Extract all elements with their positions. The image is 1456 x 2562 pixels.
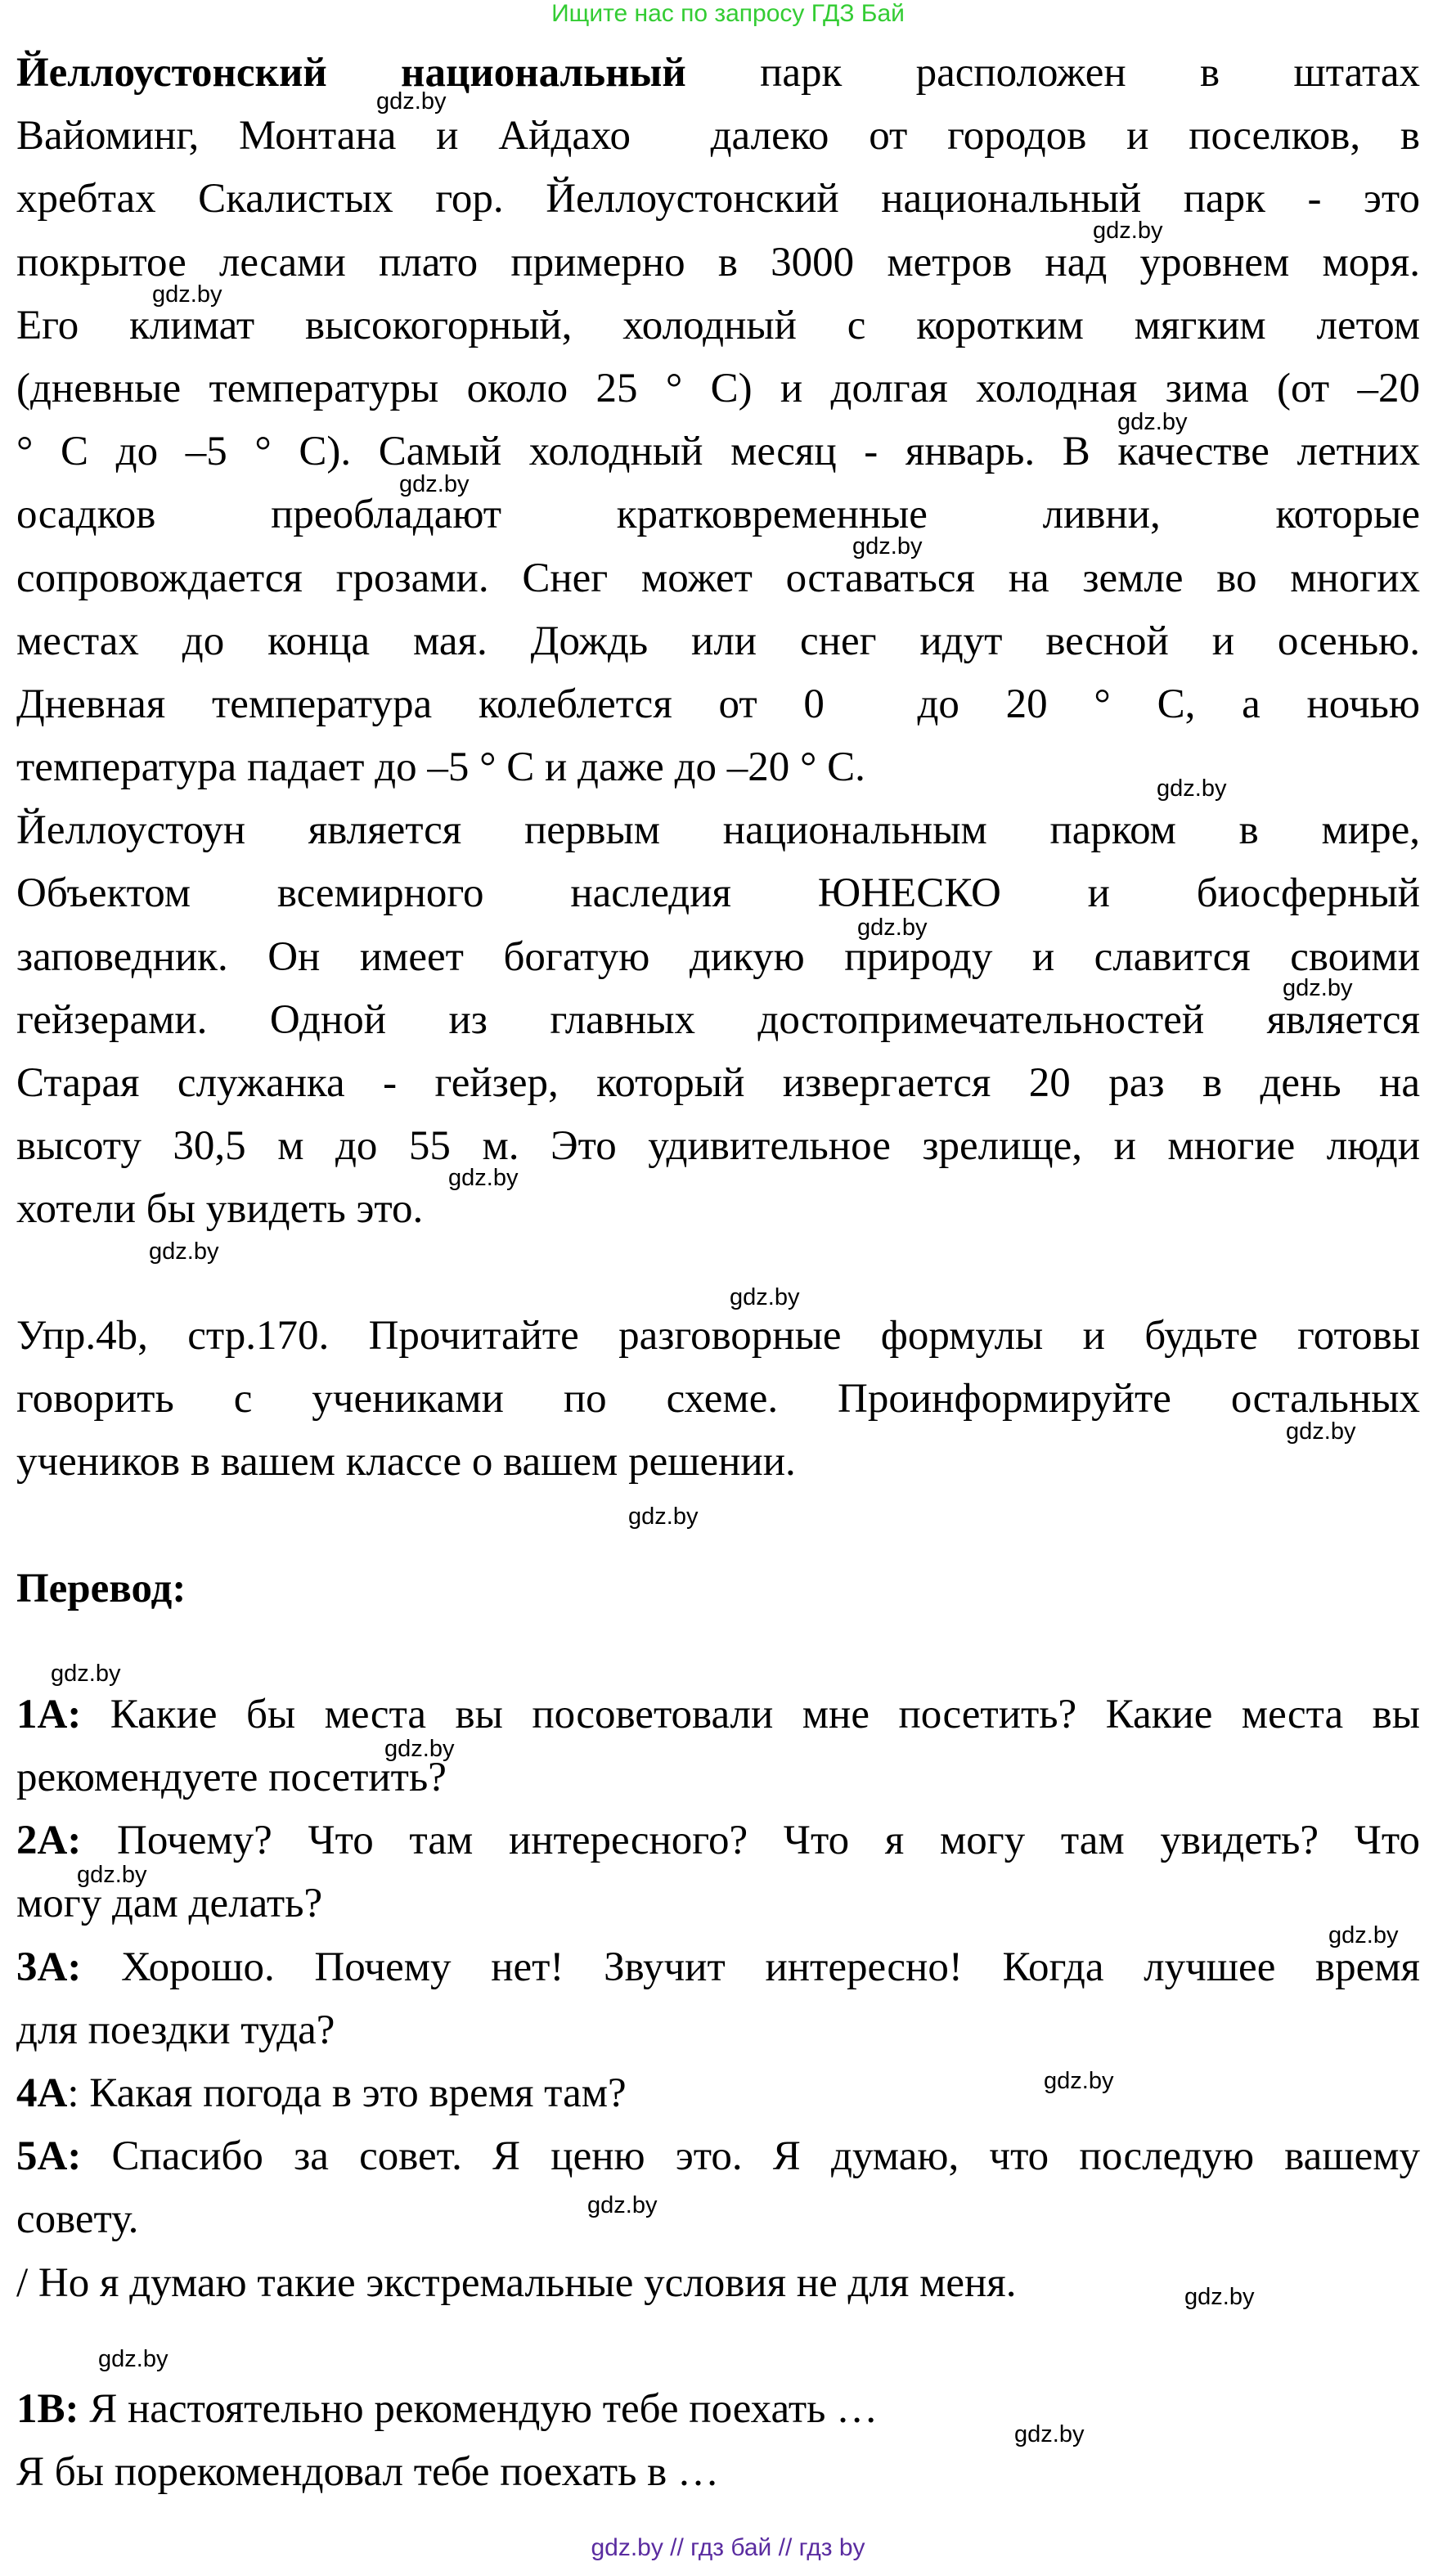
text-line (16, 2125, 1420, 2188)
line-text: Его климат высокогорный, холодный с коротким мягким летом (16, 302, 1420, 348)
gdz-watermark: gdz.by (587, 2192, 658, 2218)
gdz-watermark: gdz.by (1286, 1418, 1356, 1445)
line-text: совету. (16, 2196, 139, 2243)
text-line (16, 420, 1420, 483)
gdz-watermark: gdz.by (1117, 409, 1188, 435)
text-line (16, 483, 1420, 546)
blank-line (16, 1242, 1420, 1305)
gdz-watermark: gdz.by (77, 1862, 147, 1888)
text-line (16, 1683, 1420, 1746)
gdz-watermark: gdz.by (376, 88, 447, 115)
line-text: покрытое лесами плато примерно в 3000 метров над уровнем моря. (16, 239, 1420, 285)
document-body (16, 42, 1420, 2504)
text-line (16, 1872, 1420, 1935)
gdz-watermark: gdz.by (857, 915, 928, 941)
paragraph (16, 2125, 1420, 2251)
text-line (16, 1936, 1420, 1999)
line-text: Спасибо за совет. Я ценю это. Я думаю, что последую вашему (81, 2133, 1420, 2180)
text-line (16, 926, 1420, 989)
line-text: говорить с учениками по схеме. Проинформируйте остальных (16, 1375, 1420, 1422)
blank-line (16, 1494, 1420, 1557)
paragraph (16, 1809, 1420, 1935)
text-line (16, 2062, 1420, 2125)
text-line (16, 610, 1420, 673)
gdz-watermark: gdz.by (1014, 2421, 1085, 2447)
bold-lead: 1A: (16, 1691, 82, 1737)
line-text: учеников в вашем классе о вашем решении. (16, 1439, 796, 1486)
search-hint-banner: Ищите нас по запросу ГДЗ Бай (551, 0, 905, 27)
paragraph (16, 1305, 1420, 1494)
paragraph (16, 2441, 1420, 2504)
line-text: Старая служанка - гейзер, который извергается 20 раз в день на (16, 1060, 1420, 1106)
text-line (16, 1746, 1420, 1809)
line-text: Вайоминг, Монтана и Айдахо далеко от городов и поселков, в (16, 113, 1420, 160)
text-line (16, 357, 1420, 420)
gdz-watermark: gdz.by (852, 533, 923, 560)
gdz-watermark: gdz.by (1157, 775, 1227, 802)
gdz-watermark: gdz.by (1044, 2068, 1114, 2094)
text-line (16, 231, 1420, 294)
bold-lead: Йеллоустонский национальный (16, 50, 686, 96)
line-text: Дневная температура колеблется от 0 до 20 ° C, а ночью (16, 681, 1420, 727)
text-line (16, 1052, 1420, 1115)
bold-lead: 2A: (16, 1818, 82, 1864)
footer-watermark: gdz.by // гдз бай // гдз by (591, 2534, 865, 2561)
line-text: Йеллоустоун является первым национальным парком в мире, (16, 807, 1420, 854)
text-line (16, 105, 1420, 168)
line-text: парк расположен в штатах (685, 50, 1420, 96)
line-text: Хорошо. Почему нет! Звучит интересно! Когда лучшее время (81, 1944, 1420, 1990)
line-text: Какие бы места вы посоветовали мне посетить? Какие места вы (81, 1691, 1420, 1737)
bold-lead: 1B: (16, 2385, 79, 2432)
line-text: Объектом всемирного наследия ЮНЕСКО и биосферный (16, 870, 1420, 917)
text-line (16, 1115, 1420, 1178)
bold-lead: Перевод: (16, 1565, 186, 1611)
paragraph (16, 42, 1420, 802)
line-text: местах до конца мая. Дождь или снег идут весной и осенью. (16, 618, 1420, 664)
line-text: (дневные температуры около 25 ° C) и долгая холодная зима (от –20 (16, 365, 1420, 411)
gdz-watermark: gdz.by (1184, 2284, 1255, 2310)
line-text: гейзерами. Одной из главных достопримечательностей является (16, 996, 1420, 1043)
line-text: заповедник. Он имеет богатую дикую природу и славится своими (16, 933, 1420, 980)
bold-lead: 4A (16, 2070, 68, 2116)
line-text: Я настоятельно рекомендую тебе поехать … (79, 2385, 879, 2432)
line-text: : Какая погода в это время там? (67, 2070, 627, 2116)
line-text: рекомендуете посетить? (16, 1755, 447, 1801)
line-text: высоту 30,5 м до 55 м. Это удивительное зрелище, и многие люди (16, 1123, 1420, 1170)
text-line (16, 1557, 1420, 1620)
gdz-watermark: gdz.by (384, 1736, 455, 1762)
text-line (16, 673, 1420, 736)
text-line (16, 799, 1420, 862)
blank-line (16, 1620, 1420, 1683)
line-text: хребтах Скалистых гор. Йеллоустонский национальный парк - это (16, 176, 1420, 222)
blank-line (16, 2315, 1420, 2378)
gdz-watermark: gdz.by (149, 1238, 219, 1265)
gdz-watermark: gdz.by (1328, 1922, 1399, 1948)
text-line (16, 1178, 1420, 1241)
line-text: ° C до –5 ° C). Самый холодный месяц - январь. В качестве летних (16, 429, 1420, 475)
text-line (16, 168, 1420, 231)
line-text: Упр.4b, стр.170. Прочитайте разговорные формулы и будьте готовы (16, 1312, 1420, 1359)
text-line (16, 1999, 1420, 2062)
paragraph (16, 1683, 1420, 1809)
gdz-watermark: gdz.by (628, 1503, 699, 1530)
paragraph (16, 1936, 1420, 2062)
text-line (16, 42, 1420, 105)
gdz-watermark: gdz.by (399, 471, 470, 497)
line-text: сопровождается грозами. Снег может оставаться на земле во многих (16, 555, 1420, 601)
text-line (16, 862, 1420, 925)
gdz-watermark: gdz.by (152, 281, 222, 308)
line-text: температура падает до –5 ° C и даже до –20 ° C. (16, 744, 865, 791)
paragraph (16, 799, 1420, 1241)
gdz-watermark: gdz.by (1283, 975, 1353, 1001)
line-text: хотели бы увидеть это. (16, 1186, 424, 1233)
text-line (16, 547, 1420, 610)
bold-lead: 5A: (16, 2133, 82, 2180)
text-line (16, 1368, 1420, 1431)
paragraph (16, 2062, 1420, 2125)
line-text: / Но я думаю такие экстремальные условия не для меня. (16, 2259, 1017, 2306)
text-line (16, 1809, 1420, 1872)
line-text: Почему? Что там интересного? Что я могу там увидеть? Что (81, 1818, 1420, 1864)
text-line (16, 2188, 1420, 2251)
text-line (16, 294, 1420, 357)
gdz-watermark: gdz.by (448, 1165, 519, 1191)
line-text: осадков преобладают кратковременные ливни, которые (16, 492, 1420, 538)
text-line (16, 1305, 1420, 1368)
text-line (16, 1431, 1420, 1494)
gdz-watermark: gdz.by (730, 1284, 800, 1310)
gdz-watermark: gdz.by (98, 2346, 169, 2372)
gdz-watermark: gdz.by (1093, 218, 1163, 244)
gdz-watermark: gdz.by (51, 1661, 121, 1687)
text-line (16, 2378, 1420, 2441)
text-line (16, 2441, 1420, 2504)
paragraph (16, 1557, 1420, 1620)
line-text: Я бы порекомендовал тебе поехать в … (16, 2449, 719, 2496)
bold-lead: 3A: (16, 1944, 82, 1990)
text-line (16, 989, 1420, 1052)
paragraph (16, 2378, 1420, 2441)
line-text: могу дам делать? (16, 1881, 323, 1927)
line-text: для поездки туда? (16, 2007, 335, 2053)
